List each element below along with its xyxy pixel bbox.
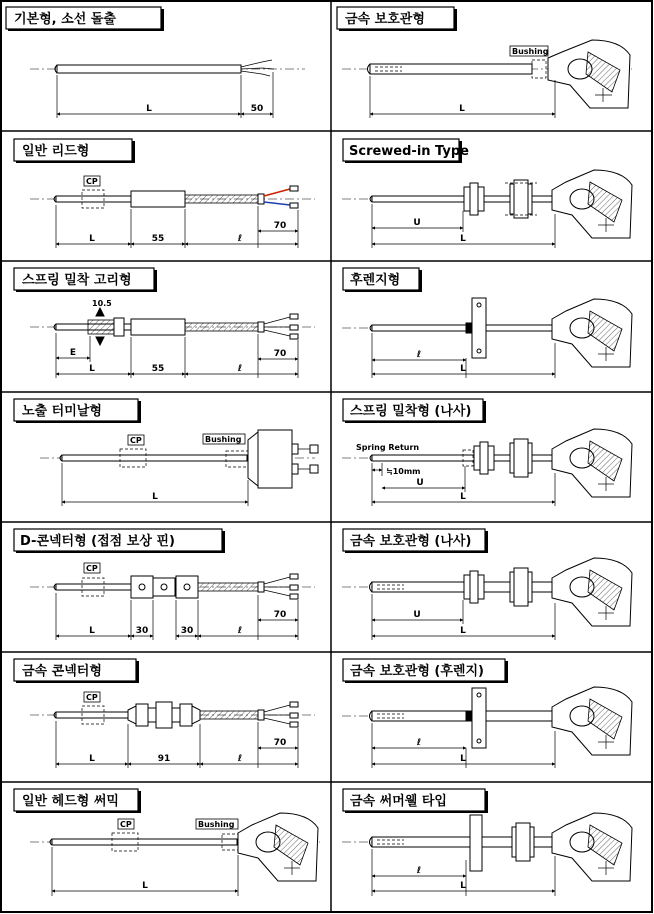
cell-title: D-콘넥터형 (접점 보상 핀) [20,534,175,549]
cell-basic-type [6,7,305,118]
cell-flange-type [342,268,632,378]
cell-d-connector-type [14,529,315,640]
dim-label: L [460,234,466,244]
dim-label: L [460,881,466,891]
cell-title: 일반 리드형 [22,144,90,159]
terminal-head [552,170,632,238]
terminal-head [552,813,632,881]
cell-metal-tube-screw-type [342,529,632,640]
dim-label: ℓ [237,626,243,636]
cell-metal-tube-flange-type [342,659,632,768]
dim-label: L [460,492,466,502]
dim-label: 30 [135,626,149,636]
part-label: CP [86,564,98,573]
cell-title: 스프링 밀착형 (나사) [350,404,472,419]
dim-label: ℓ [237,234,243,244]
part-label: ≒10mm [386,467,421,476]
dim-label: 70 [273,349,287,359]
dim-label: L [89,364,95,374]
terminal-head [552,299,632,367]
dim-label: L [142,881,148,891]
cell-title: 스프링 밀착 고리형 [22,273,132,288]
cell-general-head-type [14,789,320,896]
dim-label: 55 [151,364,165,374]
cell-general-lead-type [14,139,315,248]
cell-title: 후렌지형 [350,273,401,288]
part-label: Bushing [205,435,242,444]
terminal-block [248,430,318,488]
part-label: 10.5 [92,299,112,308]
dim-label: 70 [273,738,287,748]
dim-label: L [460,754,466,764]
sheath [57,65,241,73]
dim-label: L [89,234,95,244]
dim-label: 70 [273,610,287,620]
dim-label: L [460,364,466,374]
dim-label: U [416,478,424,488]
dim-label: L [460,626,466,636]
cell-spring-ring-type [14,268,315,378]
dim-label: ℓ [416,350,422,360]
dim-label: ℓ [416,738,422,748]
dim-label: ℓ [416,866,422,876]
dim-label: E [69,348,77,358]
terminal-head [552,429,632,497]
cell-title: 금속 보호관형 [345,12,425,27]
dim-label: L [89,754,95,764]
terminal-head [238,813,318,881]
dim-label: 91 [157,754,171,764]
dim-label: L [152,492,158,502]
dim-label: 70 [273,221,287,231]
cell-spring-screw-type [342,399,632,506]
cell-exposed-terminal-type [14,399,318,506]
dim-label: U [413,218,421,228]
cell-title: 기본형, 소선 돌출 [14,12,116,27]
part-label: CP [86,693,98,702]
dim-label: L [89,626,95,636]
terminal-head [552,687,632,755]
part-label: CP [86,177,98,186]
dim-label: 30 [180,626,194,636]
cell-title: 금속 콘넥터형 [22,664,102,679]
cell-title: Screwed-in Type [349,144,469,159]
part-label: CP [120,820,132,829]
cell-title: 금속 보호관형 (나사) [350,534,472,549]
terminal-head [548,40,630,108]
dim-label: ℓ [237,754,243,764]
cell-title: 일반 헤드형 써믹 [22,794,119,809]
part-label: Bushing [512,47,549,56]
dim-label: U [413,610,421,620]
cell-metal-thermowell-type [342,789,632,896]
part-label: Spring Return [356,443,420,452]
dim-label: 55 [151,234,165,244]
part-label: CP [130,436,142,445]
dim-label: L [459,104,465,114]
terminal-head [552,558,632,626]
cell-title: 금속 보호관형 (후렌지) [350,664,484,679]
cell-title: 노출 터미날형 [22,404,102,419]
dim-label: ℓ [237,364,243,374]
dim-label: 50 [250,104,264,114]
cell-metal-connector-type [14,659,315,768]
cell-screwed-in-type [342,139,632,248]
cell-metal-protection-tube [337,7,632,118]
cell-title: 금속 써머웰 타입 [350,794,447,809]
dim-label: L [146,104,152,114]
part-label: Bushing [198,820,235,829]
